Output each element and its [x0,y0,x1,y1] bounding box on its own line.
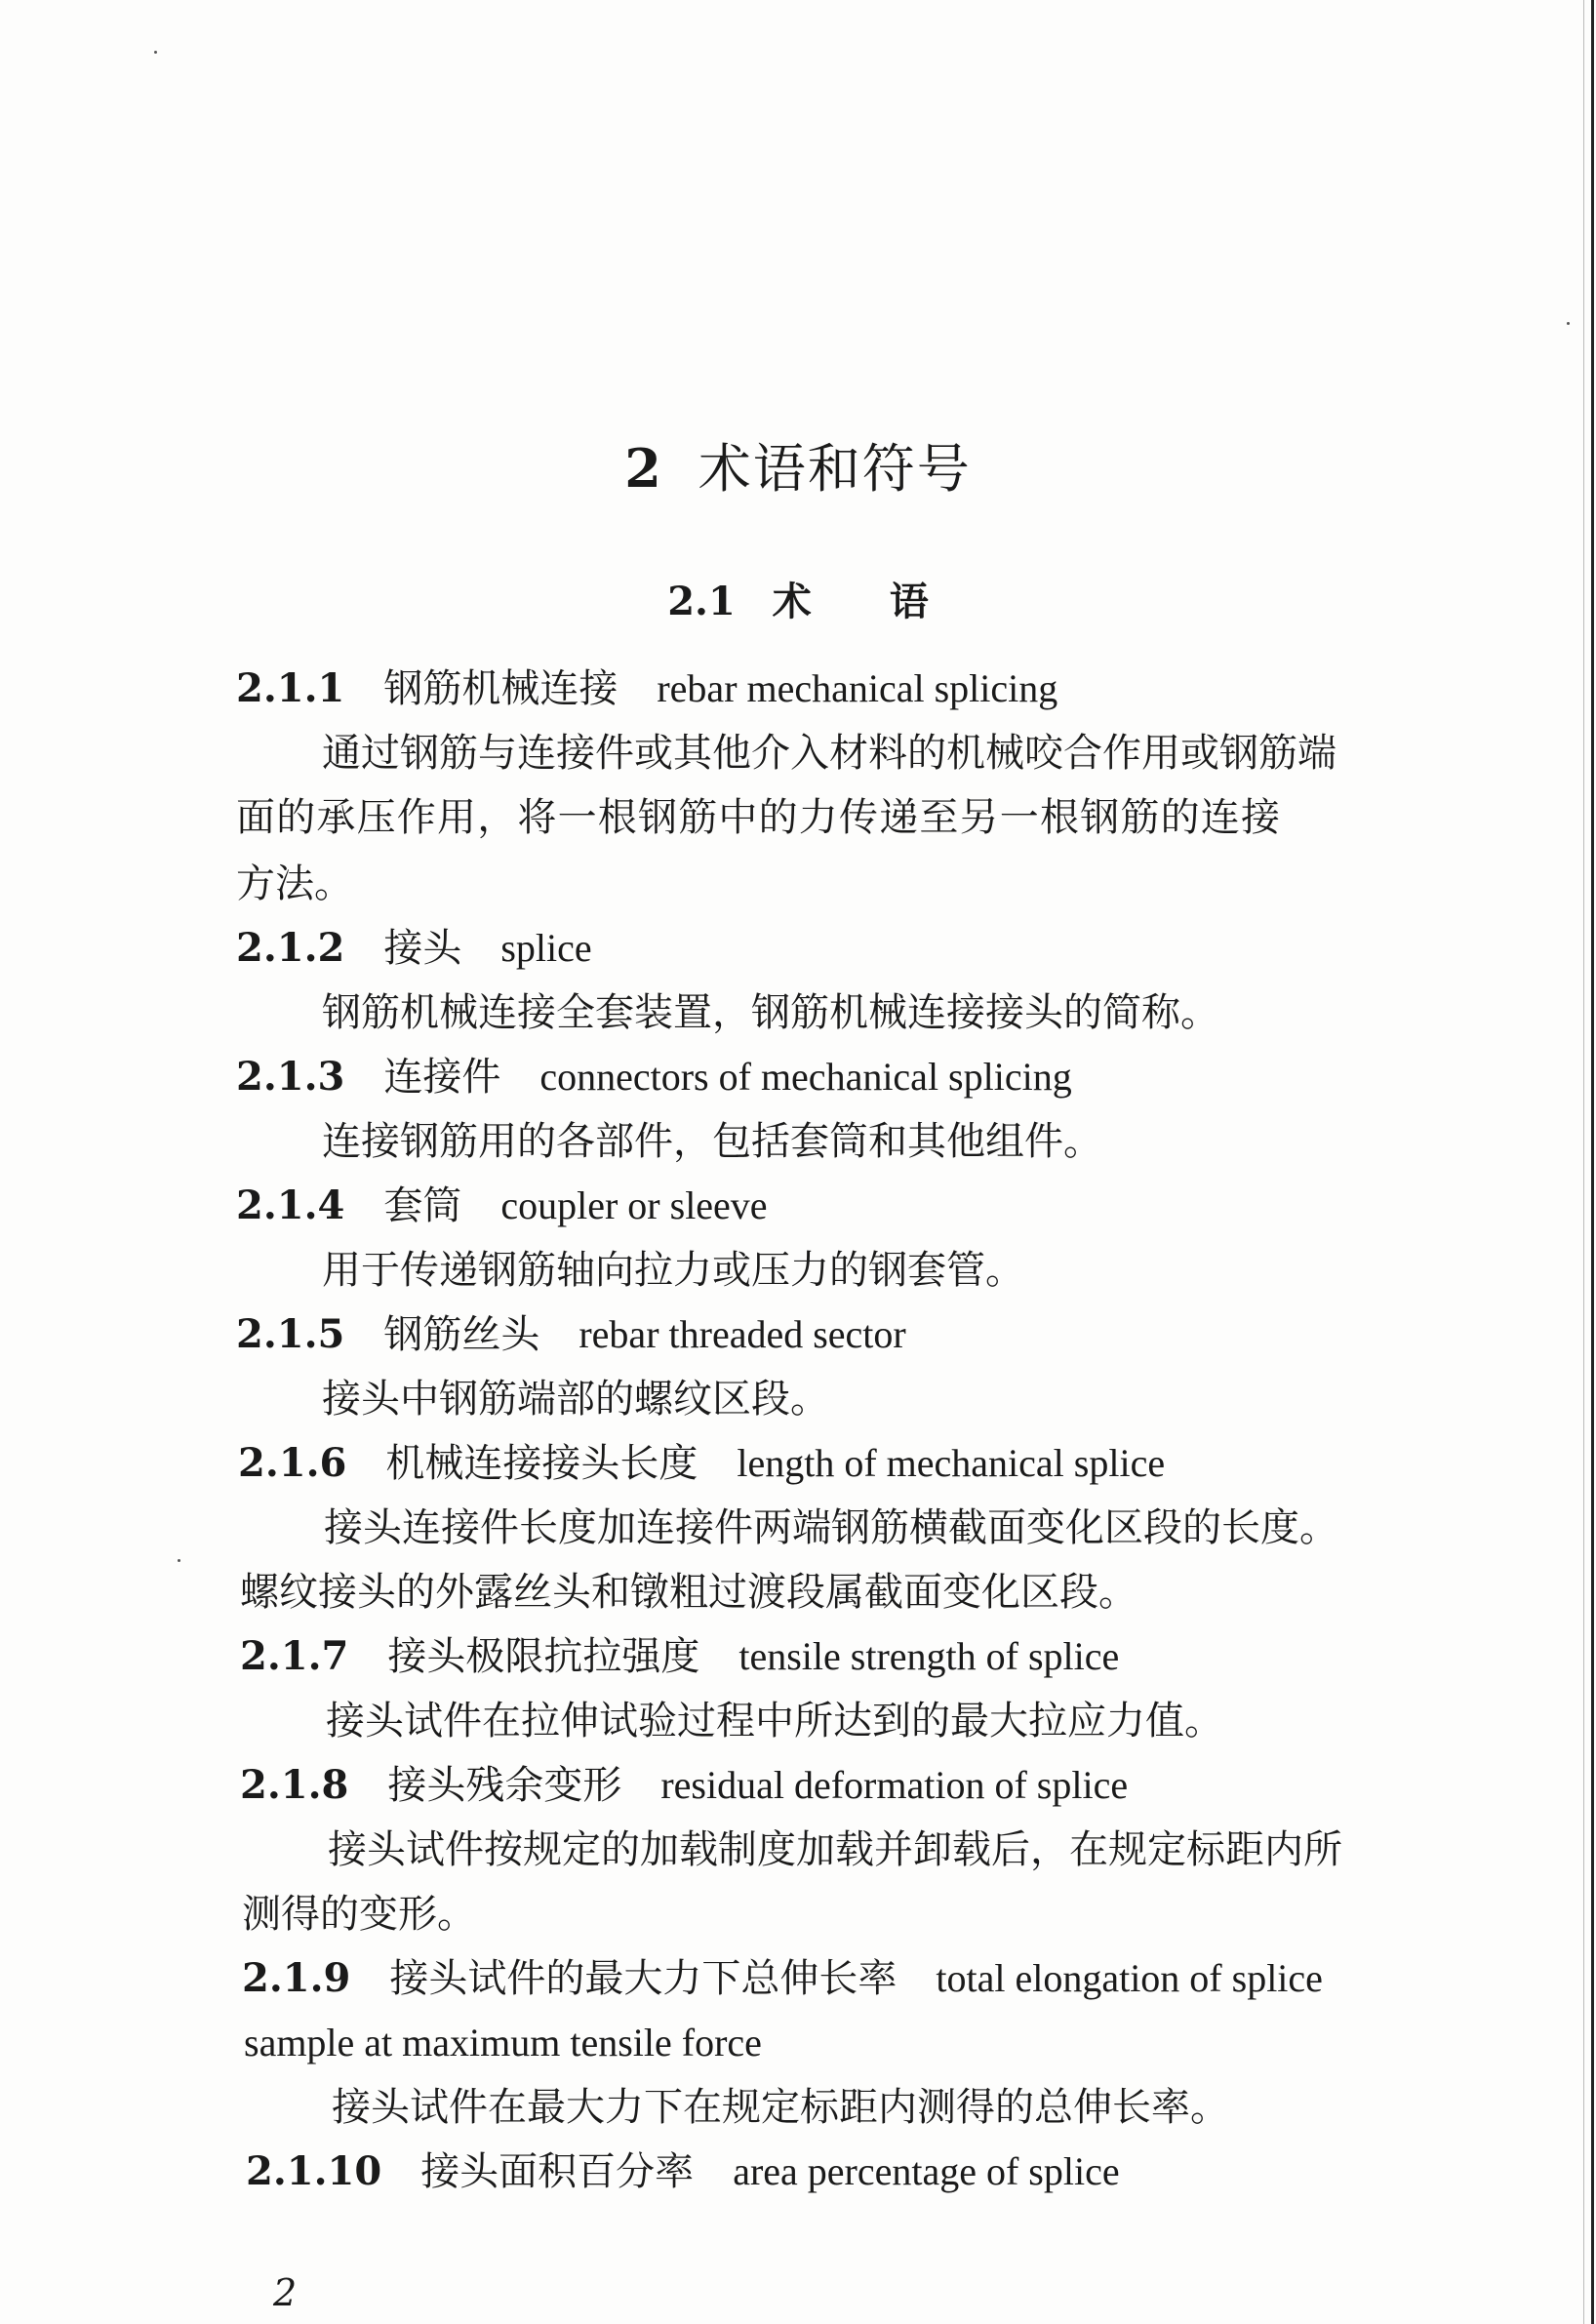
term-number: 2.1.7 [240,1633,349,1679]
term-english: rebar mechanical splicing [657,666,1058,710]
page-edge [1591,0,1594,2324]
term-heading-2-1-6 [238,1440,1166,1486]
term-english: tensile strength of splice [738,1634,1120,1678]
term-english: connectors of mechanical splicing [539,1055,1072,1099]
definition-line: 用于传递钢筋轴向拉力或压力的钢套管。 [322,1248,1024,1293]
term-chinese: 接头试件的最大力下总伸长率 [389,1956,898,2001]
term-english: coupler or sleeve [500,1183,768,1227]
page-number: 2 [273,2271,298,2314]
term-heading-2-1-2 [236,925,592,971]
term-chinese: 钢筋丝头 [383,1312,540,1357]
page-edge-shadow [1583,0,1584,2324]
term-english: length of mechanical splice [737,1441,1166,1485]
scan-speck [178,1559,180,1562]
term-english: residual deformation of splice [660,1763,1129,1807]
term-chinese: 接头残余变形 [387,1763,622,1808]
term-number: 2.1.1 [236,665,345,711]
section-title-part2: 语 [889,579,929,624]
term-english: total elongation of splice [936,1956,1323,2000]
chapter-title [0,427,1596,502]
scan-speck [154,51,157,54]
term-heading-2-1-7 [240,1633,1120,1679]
definition-line: 面的承压作用，将一根钢筋中的力传递至另一根钢筋的连接 [236,795,1282,840]
definition-line: 螺纹接头的外露丝头和镦粗过渡段属截面变化区段。 [240,1570,1137,1615]
definition-line: 接头试件按规定的加载制度加载并卸载后，在规定标距内所 [328,1827,1342,1872]
term-number: 2.1.4 [236,1182,345,1228]
term-english: area percentage of splice [733,2149,1120,2193]
term-number: 2.1.10 [246,2148,382,2194]
definition-line: 测得的变形。 [242,1892,476,1937]
definition-line: 接头试件在最大力下在规定标距内测得的总伸长率。 [332,2085,1229,2130]
term-number: 2.1.5 [236,1311,345,1357]
term-heading-2-1-1 [236,665,1058,711]
section-title [0,571,1596,626]
chapter-title-text: 术语和符号 [698,438,972,500]
term-number: 2.1.3 [236,1054,345,1100]
term-heading-2-1-10 [246,2148,1120,2194]
section-number: 2.1 [667,579,736,624]
definition-line: 通过钢筋与连接件或其他介入材料的机械咬合作用或钢筋端 [322,731,1337,776]
term-english: splice [500,926,592,970]
definition-line: 方法。 [236,861,353,906]
definition-line: 接头试件在拉伸试验过程中所达到的最大拉应力值。 [326,1699,1223,1743]
term-chinese: 接头极限抗拉强度 [387,1634,700,1679]
term-english-continuation: sample at maximum tensile force [244,2021,762,2064]
term-number: 2.1.2 [236,925,345,971]
term-chinese: 钢筋机械连接 [383,666,618,711]
term-chinese: 机械连接接头长度 [385,1441,698,1486]
definition-line: 接头中钢筋端部的螺纹区段。 [322,1377,829,1422]
term-chinese: 接头 [383,926,462,971]
term-number: 2.1.6 [238,1440,347,1486]
section-title-part1: 术 [772,579,812,624]
term-chinese: 接头面积百分率 [420,2149,695,2194]
term-heading-2-1-4 [236,1182,768,1228]
definition-line: 连接钢筋用的各部件，包括套筒和其他组件。 [322,1119,1102,1164]
term-chinese: 套筒 [383,1183,462,1228]
definition-line: 接头连接件长度加连接件两端钢筋横截面变化区段的长度。 [324,1505,1338,1550]
term-number: 2.1.9 [242,1955,351,2001]
term-heading-2-1-8 [240,1762,1129,1808]
term-heading-2-1-5 [236,1311,906,1357]
term-heading-2-1-9 [242,1955,1323,2001]
definition-line: 钢筋机械连接全套装置，钢筋机械连接接头的简称。 [322,990,1219,1035]
scan-speck [1567,322,1570,325]
term-chinese: 连接件 [383,1055,501,1100]
term-english: rebar threaded sector [579,1312,906,1356]
term-number: 2.1.8 [240,1762,349,1808]
chapter-number: 2 [624,437,663,500]
term-heading-2-1-3 [236,1054,1072,1100]
